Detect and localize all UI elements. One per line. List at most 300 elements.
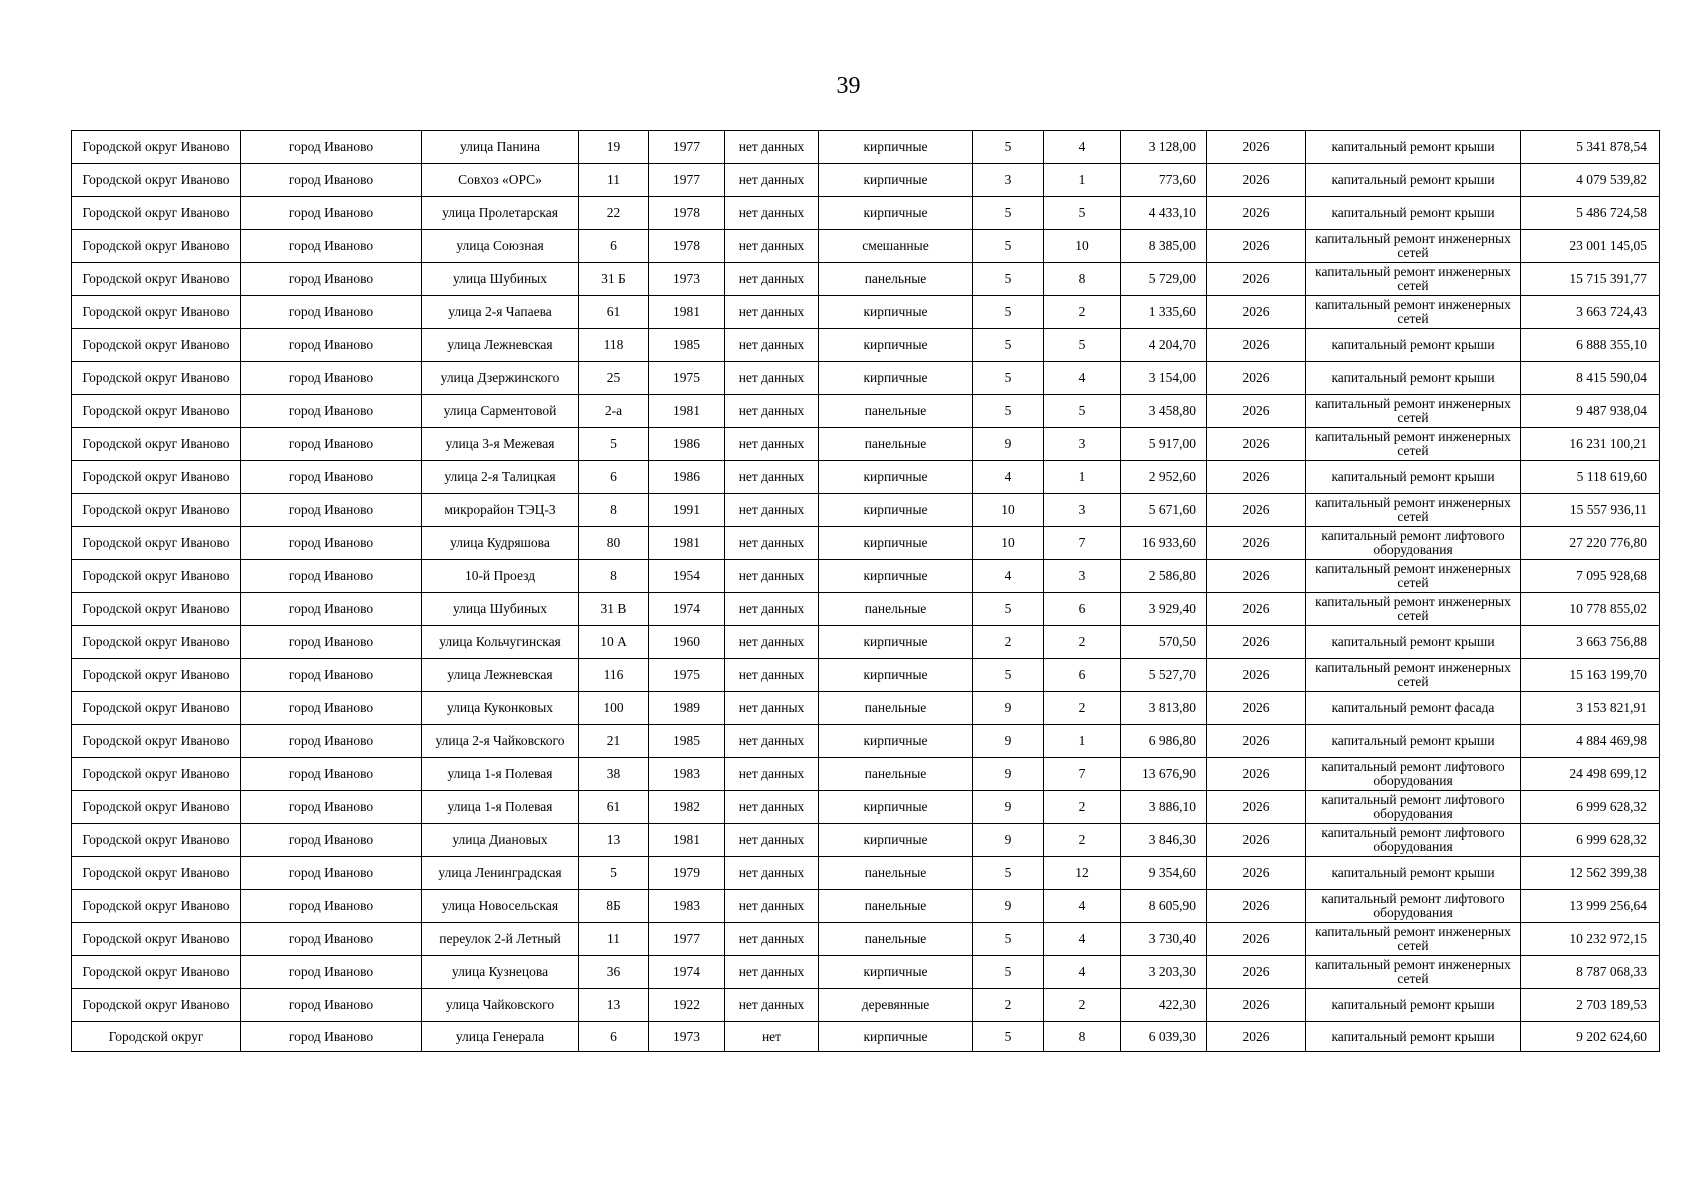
build-year-cell: 1978: [649, 230, 725, 263]
build-year-cell: 1981: [649, 296, 725, 329]
table-row: [72, 329, 1660, 362]
house-number-cell: 8: [579, 560, 649, 593]
district-cell: Городской округ Иваново: [72, 329, 241, 362]
table-row: [72, 428, 1660, 461]
floors-cell: 4: [973, 560, 1044, 593]
build-year-cell: 1974: [649, 593, 725, 626]
last-repair-year-cell: нет данных: [725, 725, 819, 758]
planned-year-cell: 2026: [1207, 527, 1306, 560]
area-cell: 3 886,10: [1121, 791, 1207, 824]
district-cell: Городской округ Иваново: [72, 362, 241, 395]
area-cell: 570,50: [1121, 626, 1207, 659]
cost-cell: 3 663 756,88: [1521, 626, 1660, 659]
city-cell: город Иваново: [241, 692, 422, 725]
wall-material-cell: кирпичные: [819, 659, 973, 692]
planned-year-cell: 2026: [1207, 956, 1306, 989]
work-type-cell: капитальный ремонт инженерных сетей: [1306, 956, 1521, 989]
last-repair-year-cell: нет данных: [725, 362, 819, 395]
last-repair-year-cell: нет данных: [725, 230, 819, 263]
table-row: [72, 164, 1660, 197]
house-number-cell: 8: [579, 494, 649, 527]
floors-cell: 5: [973, 956, 1044, 989]
wall-material-cell: кирпичные: [819, 956, 973, 989]
district-cell: Городской округ Иваново: [72, 659, 241, 692]
cost-cell: 2 703 189,53: [1521, 989, 1660, 1022]
district-cell: Городской округ Иваново: [72, 197, 241, 230]
entrances-cell: 2: [1044, 692, 1121, 725]
entrances-cell: 2: [1044, 989, 1121, 1022]
work-type-cell: капитальный ремонт крыши: [1306, 857, 1521, 890]
planned-year-cell: 2026: [1207, 890, 1306, 923]
entrances-cell: 2: [1044, 626, 1121, 659]
cost-cell: 8 787 068,33: [1521, 956, 1660, 989]
floors-cell: 3: [973, 164, 1044, 197]
last-repair-year-cell: нет данных: [725, 692, 819, 725]
wall-material-cell: кирпичные: [819, 725, 973, 758]
build-year-cell: 1977: [649, 923, 725, 956]
wall-material-cell: кирпичные: [819, 560, 973, 593]
planned-year-cell: 2026: [1207, 824, 1306, 857]
street-cell: Совхоз «ОРС»: [422, 164, 579, 197]
work-type-cell: капитальный ремонт крыши: [1306, 626, 1521, 659]
build-year-cell: 1977: [649, 131, 725, 164]
floors-cell: 9: [973, 791, 1044, 824]
cost-cell: 24 498 699,12: [1521, 758, 1660, 791]
district-cell: Городской округ Иваново: [72, 923, 241, 956]
last-repair-year-cell: нет данных: [725, 626, 819, 659]
street-cell: улица 2-я Чайковского: [422, 725, 579, 758]
entrances-cell: 5: [1044, 329, 1121, 362]
last-repair-year-cell: нет: [725, 1022, 819, 1052]
work-type-cell: капитальный ремонт крыши: [1306, 131, 1521, 164]
cost-cell: 12 562 399,38: [1521, 857, 1660, 890]
table-row: [72, 362, 1660, 395]
city-cell: город Иваново: [241, 725, 422, 758]
wall-material-cell: панельные: [819, 692, 973, 725]
entrances-cell: 7: [1044, 527, 1121, 560]
build-year-cell: 1954: [649, 560, 725, 593]
table-row: [72, 461, 1660, 494]
floors-cell: 9: [973, 725, 1044, 758]
page-number: 39: [836, 73, 861, 99]
cost-cell: 9 487 938,04: [1521, 395, 1660, 428]
table-row: [72, 296, 1660, 329]
city-cell: город Иваново: [241, 890, 422, 923]
work-type-cell: капитальный ремонт крыши: [1306, 164, 1521, 197]
area-cell: 5 527,70: [1121, 659, 1207, 692]
house-number-cell: 61: [579, 791, 649, 824]
cost-cell: 3 663 724,43: [1521, 296, 1660, 329]
entrances-cell: 7: [1044, 758, 1121, 791]
area-cell: 3 929,40: [1121, 593, 1207, 626]
street-cell: улица Кольчугинская: [422, 626, 579, 659]
wall-material-cell: кирпичные: [819, 527, 973, 560]
city-cell: город Иваново: [241, 362, 422, 395]
build-year-cell: 1985: [649, 725, 725, 758]
district-cell: Городской округ Иваново: [72, 296, 241, 329]
build-year-cell: 1983: [649, 758, 725, 791]
wall-material-cell: кирпичные: [819, 164, 973, 197]
cost-cell: 23 001 145,05: [1521, 230, 1660, 263]
table-row: [72, 758, 1660, 791]
house-number-cell: 2-а: [579, 395, 649, 428]
build-year-cell: 1975: [649, 362, 725, 395]
street-cell: улица 2-я Талицкая: [422, 461, 579, 494]
last-repair-year-cell: нет данных: [725, 560, 819, 593]
house-number-cell: 22: [579, 197, 649, 230]
entrances-cell: 10: [1044, 230, 1121, 263]
cost-cell: 5 341 878,54: [1521, 131, 1660, 164]
city-cell: город Иваново: [241, 1022, 422, 1052]
entrances-cell: 6: [1044, 659, 1121, 692]
entrances-cell: 4: [1044, 956, 1121, 989]
house-number-cell: 10 А: [579, 626, 649, 659]
house-number-cell: 11: [579, 923, 649, 956]
city-cell: город Иваново: [241, 923, 422, 956]
table-row: [72, 494, 1660, 527]
last-repair-year-cell: нет данных: [725, 197, 819, 230]
last-repair-year-cell: нет данных: [725, 263, 819, 296]
street-cell: улица Новосельская: [422, 890, 579, 923]
wall-material-cell: кирпичные: [819, 131, 973, 164]
work-type-cell: капитальный ремонт лифтового оборудования: [1306, 890, 1521, 923]
floors-cell: 5: [973, 395, 1044, 428]
work-type-cell: капитальный ремонт крыши: [1306, 725, 1521, 758]
table-row: [72, 395, 1660, 428]
table-row: [72, 560, 1660, 593]
work-type-cell: капитальный ремонт лифтового оборудования: [1306, 824, 1521, 857]
build-year-cell: 1986: [649, 461, 725, 494]
house-number-cell: 13: [579, 989, 649, 1022]
house-number-cell: 36: [579, 956, 649, 989]
table-row: [72, 923, 1660, 956]
cost-cell: 10 232 972,15: [1521, 923, 1660, 956]
city-cell: город Иваново: [241, 230, 422, 263]
entrances-cell: 5: [1044, 197, 1121, 230]
work-type-cell: капитальный ремонт фасада: [1306, 692, 1521, 725]
entrances-cell: 8: [1044, 263, 1121, 296]
cost-cell: 16 231 100,21: [1521, 428, 1660, 461]
district-cell: Городской округ Иваново: [72, 527, 241, 560]
cost-cell: 3 153 821,91: [1521, 692, 1660, 725]
entrances-cell: 2: [1044, 296, 1121, 329]
last-repair-year-cell: нет данных: [725, 791, 819, 824]
district-cell: Городской округ Иваново: [72, 131, 241, 164]
build-year-cell: 1979: [649, 857, 725, 890]
street-cell: улица Пролетарская: [422, 197, 579, 230]
floors-cell: 5: [973, 593, 1044, 626]
area-cell: 9 354,60: [1121, 857, 1207, 890]
house-number-cell: 25: [579, 362, 649, 395]
planned-year-cell: 2026: [1207, 362, 1306, 395]
entrances-cell: 6: [1044, 593, 1121, 626]
build-year-cell: 1985: [649, 329, 725, 362]
build-year-cell: 1982: [649, 791, 725, 824]
district-cell: Городской округ Иваново: [72, 593, 241, 626]
street-cell: улица Куконковых: [422, 692, 579, 725]
street-cell: улица 2-я Чапаева: [422, 296, 579, 329]
work-type-cell: капитальный ремонт инженерных сетей: [1306, 494, 1521, 527]
wall-material-cell: кирпичные: [819, 197, 973, 230]
table-row: [72, 890, 1660, 923]
last-repair-year-cell: нет данных: [725, 296, 819, 329]
last-repair-year-cell: нет данных: [725, 758, 819, 791]
wall-material-cell: кирпичные: [819, 296, 973, 329]
work-type-cell: капитальный ремонт инженерных сетей: [1306, 923, 1521, 956]
area-cell: 8 605,90: [1121, 890, 1207, 923]
table-row: [72, 824, 1660, 857]
work-type-cell: капитальный ремонт крыши: [1306, 329, 1521, 362]
work-type-cell: капитальный ремонт инженерных сетей: [1306, 395, 1521, 428]
street-cell: улица Диановых: [422, 824, 579, 857]
city-cell: город Иваново: [241, 956, 422, 989]
house-number-cell: 13: [579, 824, 649, 857]
work-type-cell: капитальный ремонт инженерных сетей: [1306, 428, 1521, 461]
wall-material-cell: панельные: [819, 593, 973, 626]
cost-cell: 15 557 936,11: [1521, 494, 1660, 527]
work-type-cell: капитальный ремонт инженерных сетей: [1306, 296, 1521, 329]
cost-cell: 5 118 619,60: [1521, 461, 1660, 494]
district-cell: Городской округ Иваново: [72, 263, 241, 296]
work-type-cell: капитальный ремонт инженерных сетей: [1306, 659, 1521, 692]
street-cell: микрорайон ТЭЦ-3: [422, 494, 579, 527]
wall-material-cell: панельные: [819, 758, 973, 791]
cost-cell: 4 884 469,98: [1521, 725, 1660, 758]
build-year-cell: 1973: [649, 263, 725, 296]
district-cell: Городской округ Иваново: [72, 956, 241, 989]
street-cell: улица 3-я Межевая: [422, 428, 579, 461]
district-cell: Городской округ Иваново: [72, 164, 241, 197]
cost-cell: 10 778 855,02: [1521, 593, 1660, 626]
planned-year-cell: 2026: [1207, 461, 1306, 494]
last-repair-year-cell: нет данных: [725, 527, 819, 560]
area-cell: 3 203,30: [1121, 956, 1207, 989]
table-row: [72, 626, 1660, 659]
planned-year-cell: 2026: [1207, 659, 1306, 692]
area-cell: 5 917,00: [1121, 428, 1207, 461]
table-row: [72, 989, 1660, 1022]
street-cell: улица Кудряшова: [422, 527, 579, 560]
build-year-cell: 1981: [649, 395, 725, 428]
street-cell: улица Дзержинского: [422, 362, 579, 395]
city-cell: город Иваново: [241, 824, 422, 857]
area-cell: 4 433,10: [1121, 197, 1207, 230]
city-cell: город Иваново: [241, 461, 422, 494]
city-cell: город Иваново: [241, 857, 422, 890]
last-repair-year-cell: нет данных: [725, 494, 819, 527]
build-year-cell: 1989: [649, 692, 725, 725]
wall-material-cell: кирпичные: [819, 494, 973, 527]
city-cell: город Иваново: [241, 494, 422, 527]
floors-cell: 5: [973, 296, 1044, 329]
work-type-cell: капитальный ремонт крыши: [1306, 461, 1521, 494]
house-number-cell: 21: [579, 725, 649, 758]
planned-year-cell: 2026: [1207, 725, 1306, 758]
table-body: [72, 131, 1660, 1052]
entrances-cell: 4: [1044, 362, 1121, 395]
build-year-cell: 1922: [649, 989, 725, 1022]
floors-cell: 10: [973, 494, 1044, 527]
floors-cell: 5: [973, 197, 1044, 230]
floors-cell: 10: [973, 527, 1044, 560]
entrances-cell: 4: [1044, 890, 1121, 923]
last-repair-year-cell: нет данных: [725, 824, 819, 857]
floors-cell: 9: [973, 890, 1044, 923]
table-row: [72, 263, 1660, 296]
area-cell: 5 729,00: [1121, 263, 1207, 296]
planned-year-cell: 2026: [1207, 692, 1306, 725]
area-cell: 5 671,60: [1121, 494, 1207, 527]
house-number-cell: 6: [579, 1022, 649, 1052]
city-cell: город Иваново: [241, 593, 422, 626]
cost-cell: 15 715 391,77: [1521, 263, 1660, 296]
street-cell: улица Ленинградская: [422, 857, 579, 890]
last-repair-year-cell: нет данных: [725, 923, 819, 956]
cost-cell: 27 220 776,80: [1521, 527, 1660, 560]
build-year-cell: 1978: [649, 197, 725, 230]
street-cell: улица 1-я Полевая: [422, 791, 579, 824]
area-cell: 6 986,80: [1121, 725, 1207, 758]
district-cell: Городской округ Иваново: [72, 989, 241, 1022]
house-number-cell: 61: [579, 296, 649, 329]
area-cell: 8 385,00: [1121, 230, 1207, 263]
floors-cell: 5: [973, 857, 1044, 890]
planned-year-cell: 2026: [1207, 989, 1306, 1022]
entrances-cell: 12: [1044, 857, 1121, 890]
cost-cell: 7 095 928,68: [1521, 560, 1660, 593]
area-cell: 3 458,80: [1121, 395, 1207, 428]
planned-year-cell: 2026: [1207, 857, 1306, 890]
area-cell: 3 813,80: [1121, 692, 1207, 725]
build-year-cell: 1960: [649, 626, 725, 659]
district-cell: Городской округ Иваново: [72, 890, 241, 923]
area-cell: 4 204,70: [1121, 329, 1207, 362]
planned-year-cell: 2026: [1207, 758, 1306, 791]
city-cell: город Иваново: [241, 791, 422, 824]
city-cell: город Иваново: [241, 329, 422, 362]
last-repair-year-cell: нет данных: [725, 461, 819, 494]
city-cell: город Иваново: [241, 527, 422, 560]
last-repair-year-cell: нет данных: [725, 890, 819, 923]
wall-material-cell: панельные: [819, 890, 973, 923]
house-number-cell: 6: [579, 461, 649, 494]
street-cell: улица Лежневская: [422, 329, 579, 362]
planned-year-cell: 2026: [1207, 263, 1306, 296]
planned-year-cell: 2026: [1207, 626, 1306, 659]
street-cell: улица Чайковского: [422, 989, 579, 1022]
street-cell: улица Шубиных: [422, 593, 579, 626]
cost-cell: 4 079 539,82: [1521, 164, 1660, 197]
floors-cell: 5: [973, 230, 1044, 263]
district-cell: Городской округ Иваново: [72, 461, 241, 494]
floors-cell: 9: [973, 824, 1044, 857]
floors-cell: 5: [973, 263, 1044, 296]
street-cell: улица Панина: [422, 131, 579, 164]
district-cell: Городской округ Иваново: [72, 626, 241, 659]
district-cell: Городской округ Иваново: [72, 758, 241, 791]
wall-material-cell: кирпичные: [819, 626, 973, 659]
table-row: [72, 527, 1660, 560]
build-year-cell: 1983: [649, 890, 725, 923]
table-row: [72, 857, 1660, 890]
floors-cell: 5: [973, 329, 1044, 362]
house-number-cell: 6: [579, 230, 649, 263]
city-cell: город Иваново: [241, 197, 422, 230]
street-cell: улица Генерала: [422, 1022, 579, 1052]
area-cell: 3 154,00: [1121, 362, 1207, 395]
city-cell: город Иваново: [241, 263, 422, 296]
area-cell: 3 128,00: [1121, 131, 1207, 164]
city-cell: город Иваново: [241, 164, 422, 197]
work-type-cell: капитальный ремонт лифтового оборудования: [1306, 791, 1521, 824]
street-cell: улица Шубиных: [422, 263, 579, 296]
area-cell: 773,60: [1121, 164, 1207, 197]
planned-year-cell: 2026: [1207, 395, 1306, 428]
table-row: [72, 791, 1660, 824]
area-cell: 13 676,90: [1121, 758, 1207, 791]
floors-cell: 5: [973, 923, 1044, 956]
floors-cell: 2: [973, 626, 1044, 659]
city-cell: город Иваново: [241, 428, 422, 461]
table-row: [72, 230, 1660, 263]
area-cell: 2 952,60: [1121, 461, 1207, 494]
entrances-cell: 3: [1044, 560, 1121, 593]
build-year-cell: 1974: [649, 956, 725, 989]
last-repair-year-cell: нет данных: [725, 659, 819, 692]
entrances-cell: 1: [1044, 164, 1121, 197]
work-type-cell: капитальный ремонт инженерных сетей: [1306, 560, 1521, 593]
city-cell: город Иваново: [241, 131, 422, 164]
house-number-cell: 31 Б: [579, 263, 649, 296]
city-cell: город Иваново: [241, 626, 422, 659]
table-row: [72, 1022, 1660, 1052]
planned-year-cell: 2026: [1207, 593, 1306, 626]
work-type-cell: капитальный ремонт инженерных сетей: [1306, 593, 1521, 626]
floors-cell: 9: [973, 692, 1044, 725]
entrances-cell: 2: [1044, 791, 1121, 824]
work-type-cell: капитальный ремонт инженерных сетей: [1306, 263, 1521, 296]
entrances-cell: 2: [1044, 824, 1121, 857]
house-number-cell: 5: [579, 857, 649, 890]
street-cell: улица Союзная: [422, 230, 579, 263]
entrances-cell: 3: [1044, 428, 1121, 461]
planned-year-cell: 2026: [1207, 494, 1306, 527]
district-cell: Городской округ Иваново: [72, 857, 241, 890]
wall-material-cell: кирпичные: [819, 329, 973, 362]
area-cell: 6 039,30: [1121, 1022, 1207, 1052]
wall-material-cell: кирпичные: [819, 362, 973, 395]
cost-cell: 9 202 624,60: [1521, 1022, 1660, 1052]
entrances-cell: 8: [1044, 1022, 1121, 1052]
district-cell: Городской округ Иваново: [72, 428, 241, 461]
housing-repair-table: [71, 130, 1660, 1052]
street-cell: улица Лежневская: [422, 659, 579, 692]
house-number-cell: 100: [579, 692, 649, 725]
house-number-cell: 118: [579, 329, 649, 362]
entrances-cell: 1: [1044, 461, 1121, 494]
planned-year-cell: 2026: [1207, 230, 1306, 263]
wall-material-cell: панельные: [819, 428, 973, 461]
floors-cell: 5: [973, 131, 1044, 164]
city-cell: город Иваново: [241, 296, 422, 329]
district-cell: Городской округ Иваново: [72, 230, 241, 263]
wall-material-cell: панельные: [819, 395, 973, 428]
build-year-cell: 1991: [649, 494, 725, 527]
planned-year-cell: 2026: [1207, 923, 1306, 956]
work-type-cell: капитальный ремонт инженерных сетей: [1306, 230, 1521, 263]
cost-cell: 13 999 256,64: [1521, 890, 1660, 923]
work-type-cell: капитальный ремонт лифтового оборудования: [1306, 527, 1521, 560]
